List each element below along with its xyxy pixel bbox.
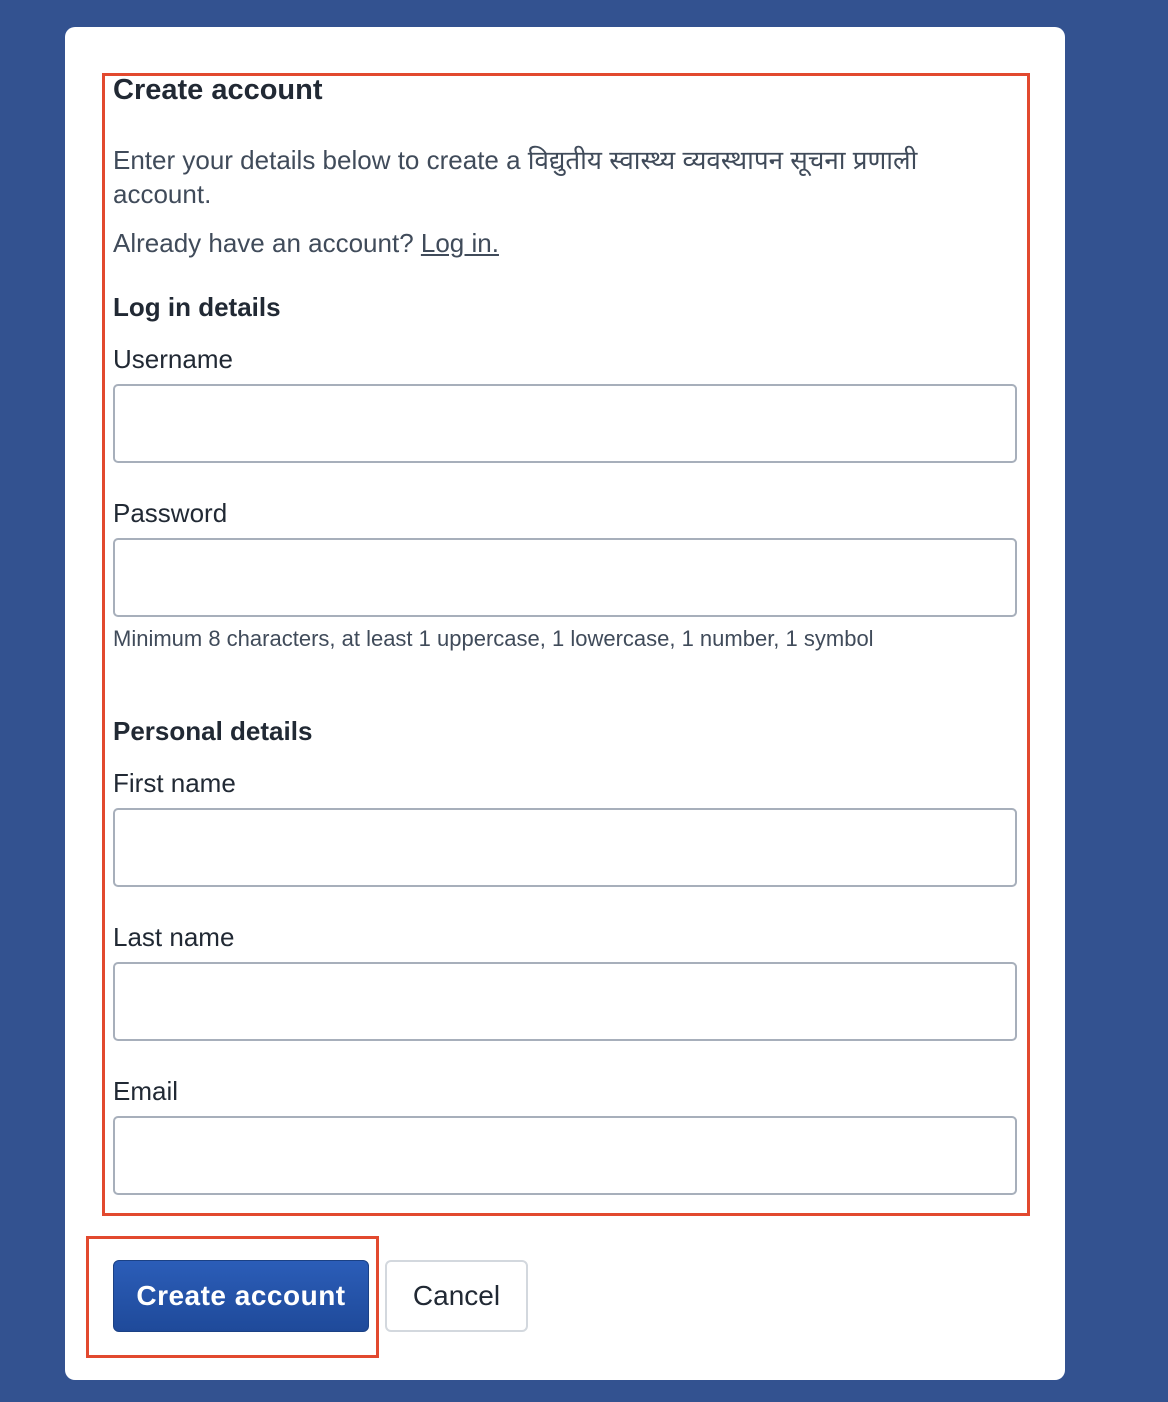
personal-details-heading: Personal details [113,716,313,746]
login-link[interactable]: Log in. [420,228,499,258]
first-name-label: First name [113,768,236,798]
first-name-input[interactable] [113,808,1017,887]
last-name-input[interactable] [113,962,1017,1041]
login-details-heading: Log in details [113,292,281,322]
username-label: Username [113,344,233,374]
last-name-label: Last name [113,922,235,952]
password-label: Password [113,498,228,528]
email-label: Email [113,1076,179,1106]
already-have-account-text: Already have an account? [113,228,414,258]
cancel-button[interactable]: Cancel [385,1260,528,1332]
email-input[interactable] [113,1116,1017,1195]
password-hint: Minimum 8 characters, at least 1 uppercase, 1 lowercase, 1 number, 1 symbol [113,626,874,651]
password-input[interactable] [113,538,1017,617]
create-account-button[interactable]: Create account [113,1260,369,1332]
username-input[interactable] [113,384,1017,463]
page-title: Create account [113,74,323,106]
login-prompt [113,228,499,259]
intro-text: Enter your details below to create a विद्युतीय स्वास्थ्य व्यवस्थापन सूचना प्रणाली account. [113,145,918,209]
